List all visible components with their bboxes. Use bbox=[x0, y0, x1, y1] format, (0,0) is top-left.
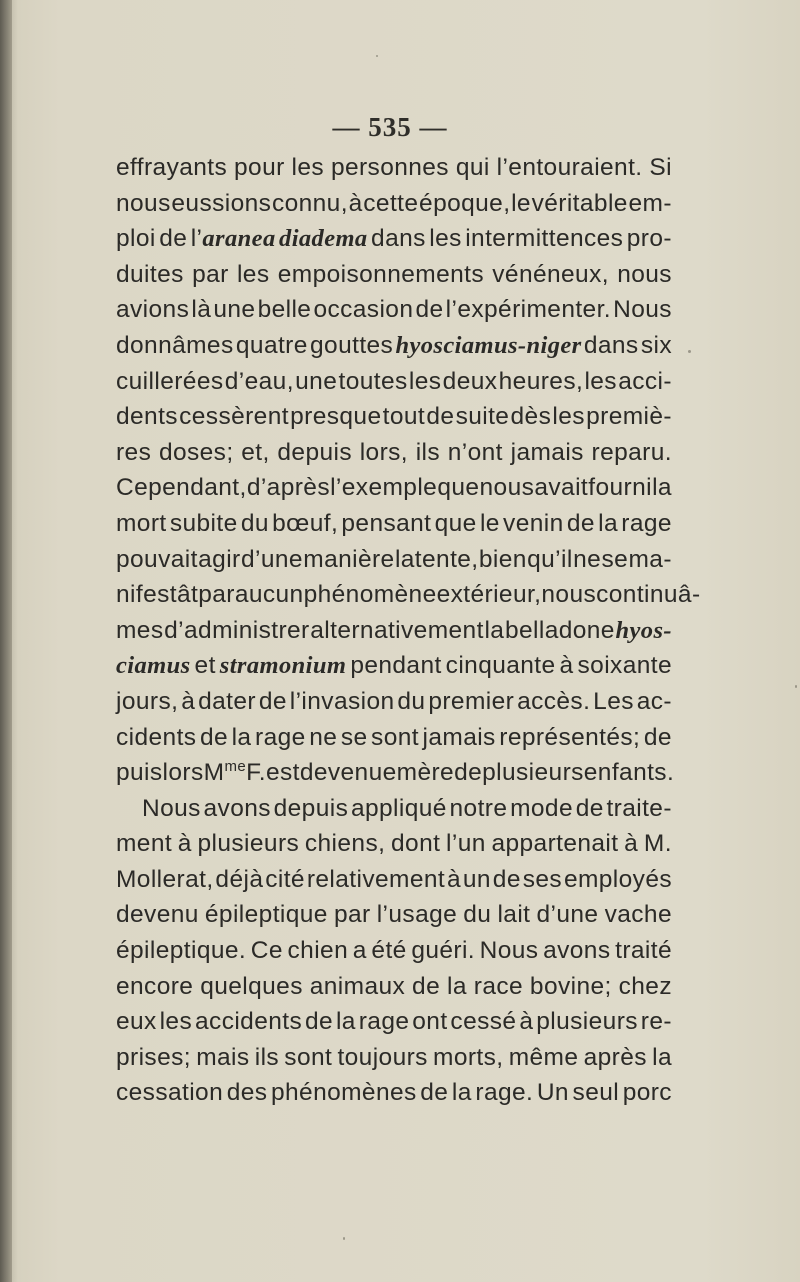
word: plusieurs bbox=[197, 830, 300, 858]
word: cessèrent bbox=[179, 403, 289, 431]
word: été bbox=[371, 937, 407, 965]
word: rage bbox=[358, 1008, 410, 1036]
word: à bbox=[559, 652, 574, 680]
word: déjà bbox=[215, 865, 264, 893]
word: de bbox=[454, 759, 483, 787]
word: jamais bbox=[510, 438, 584, 466]
word: du bbox=[397, 687, 426, 715]
word: a bbox=[352, 937, 367, 965]
word: diadema bbox=[279, 225, 368, 253]
word: cette bbox=[363, 189, 419, 217]
word: agir bbox=[198, 545, 241, 573]
word: vache bbox=[604, 901, 672, 929]
word: rage. bbox=[475, 1079, 534, 1107]
word: chiens, bbox=[304, 830, 386, 858]
text-line bbox=[116, 1004, 672, 1040]
word: Nous bbox=[613, 296, 672, 324]
word: cité bbox=[265, 865, 305, 893]
word: eussions bbox=[171, 189, 272, 217]
word: de bbox=[420, 1079, 449, 1107]
word: belladone bbox=[504, 616, 615, 644]
word: connu, bbox=[271, 189, 348, 217]
word: doses; bbox=[158, 438, 234, 466]
word: la bbox=[447, 972, 467, 1000]
word: bien bbox=[478, 545, 527, 573]
word: épileptique. bbox=[116, 937, 247, 965]
word: puis bbox=[116, 759, 163, 787]
word: extérieur, bbox=[436, 581, 542, 609]
word: mort bbox=[116, 509, 167, 537]
word: l’invasion bbox=[289, 687, 395, 715]
word: dans bbox=[371, 225, 426, 253]
word: les bbox=[236, 260, 270, 288]
text-line bbox=[116, 435, 672, 471]
word: les bbox=[429, 225, 462, 253]
word: nous bbox=[116, 189, 171, 217]
word: par bbox=[192, 260, 229, 288]
word: les bbox=[408, 367, 442, 395]
word: devenu bbox=[116, 901, 199, 929]
text-line bbox=[116, 470, 672, 506]
word: belle bbox=[257, 296, 312, 324]
word: gouttes bbox=[310, 331, 394, 359]
word: cessation bbox=[116, 1079, 224, 1107]
word: chien bbox=[287, 937, 349, 965]
word: traité bbox=[615, 937, 672, 965]
word: de bbox=[643, 723, 672, 751]
word: ne bbox=[309, 723, 338, 751]
word: par bbox=[333, 901, 371, 929]
text-line bbox=[116, 186, 672, 222]
word: l’entouraient. bbox=[496, 154, 643, 181]
word: lors bbox=[162, 759, 204, 787]
word: qui bbox=[455, 154, 490, 181]
word: appliqué bbox=[350, 794, 447, 822]
word: Ce bbox=[250, 937, 283, 965]
word: Mollerat, bbox=[116, 865, 214, 893]
word: à bbox=[446, 865, 461, 893]
word: sont bbox=[284, 1043, 333, 1071]
word: de bbox=[492, 865, 521, 893]
word: l’exemple bbox=[330, 474, 438, 502]
word: et, bbox=[241, 438, 270, 466]
text-line bbox=[116, 826, 672, 862]
word: à bbox=[624, 830, 639, 858]
word: pour bbox=[234, 154, 285, 181]
word: de bbox=[199, 723, 229, 751]
word: de bbox=[566, 509, 595, 537]
word: la bbox=[484, 616, 505, 644]
word: premiè- bbox=[586, 403, 672, 431]
text-line bbox=[116, 1040, 672, 1076]
word: guéri. bbox=[411, 937, 476, 965]
word: dans bbox=[583, 331, 639, 359]
word: continuâ- bbox=[596, 581, 701, 609]
word: l’expérimenter. bbox=[445, 296, 611, 324]
page-number: — 535 — bbox=[332, 112, 448, 142]
word: donnâmes bbox=[116, 331, 234, 359]
word: avions bbox=[116, 296, 190, 324]
paper-speck bbox=[343, 1237, 345, 1240]
text-line bbox=[116, 150, 672, 186]
word: une bbox=[295, 367, 338, 395]
word: pro- bbox=[626, 225, 672, 253]
word: depuis bbox=[273, 794, 349, 822]
word: nous bbox=[617, 260, 672, 288]
word: re- bbox=[640, 1008, 672, 1036]
word: cinquante bbox=[445, 652, 556, 680]
text-line bbox=[116, 328, 672, 364]
word: la bbox=[598, 509, 619, 537]
word: plusieurs bbox=[536, 1008, 638, 1036]
text-line bbox=[116, 933, 672, 969]
word: Si bbox=[649, 154, 672, 181]
word: latente, bbox=[394, 545, 479, 573]
word: Les bbox=[593, 687, 634, 715]
word: six bbox=[640, 331, 672, 359]
word: de bbox=[412, 972, 441, 1000]
text-line bbox=[116, 684, 672, 720]
word: toujours bbox=[337, 1043, 428, 1071]
text-line bbox=[116, 720, 672, 756]
word: à bbox=[519, 1008, 534, 1036]
word: pouvait bbox=[116, 545, 198, 573]
word: bœuf, bbox=[272, 509, 339, 537]
word: que bbox=[434, 509, 477, 537]
word: traite- bbox=[606, 794, 672, 822]
word: la bbox=[231, 723, 252, 751]
word: subite bbox=[169, 509, 238, 537]
word: après bbox=[583, 1043, 647, 1071]
word: le bbox=[511, 189, 531, 217]
text-line bbox=[116, 292, 672, 328]
word: de bbox=[415, 296, 444, 324]
word: de bbox=[305, 1008, 334, 1036]
text-line bbox=[116, 897, 672, 933]
word: rage bbox=[621, 509, 672, 537]
paper-speck bbox=[795, 685, 797, 688]
word: Un bbox=[536, 1079, 569, 1107]
word: F. bbox=[246, 759, 266, 787]
text-line bbox=[116, 862, 672, 898]
word: nous bbox=[479, 474, 535, 502]
word: Nous bbox=[142, 794, 201, 822]
word: la bbox=[335, 1008, 356, 1036]
text-line bbox=[116, 791, 672, 827]
word: prises; bbox=[116, 1043, 191, 1071]
word: mère bbox=[396, 759, 455, 787]
word: notre bbox=[449, 794, 508, 822]
word: ment bbox=[116, 830, 173, 858]
word: personnes bbox=[330, 154, 449, 181]
text-line bbox=[116, 364, 672, 400]
word: à bbox=[348, 189, 363, 217]
word: de bbox=[426, 403, 455, 431]
word: d’une bbox=[240, 545, 303, 573]
word: se bbox=[601, 545, 629, 573]
word: acci- bbox=[618, 367, 672, 395]
word: même bbox=[508, 1043, 579, 1071]
word: appartenait bbox=[491, 830, 619, 858]
word: heures, bbox=[498, 367, 584, 395]
text-line bbox=[116, 506, 672, 542]
word: sont bbox=[371, 723, 419, 751]
text-line bbox=[116, 221, 672, 257]
word: qu’il bbox=[527, 545, 573, 573]
body-text bbox=[116, 150, 701, 1111]
word: avons bbox=[543, 937, 611, 965]
word: aucun bbox=[234, 581, 304, 609]
word: l’aranea bbox=[190, 225, 276, 253]
word: les bbox=[159, 1008, 193, 1036]
word: enfants. bbox=[583, 759, 675, 787]
word: les bbox=[584, 367, 617, 395]
word: d’administrer bbox=[164, 616, 310, 644]
text-line bbox=[116, 755, 675, 791]
word: chez bbox=[618, 972, 672, 1000]
word: une bbox=[213, 296, 256, 324]
word: ac- bbox=[636, 687, 672, 715]
word: le bbox=[479, 509, 500, 537]
word: stramonium bbox=[219, 652, 347, 680]
word: d’une bbox=[536, 901, 599, 929]
word: phénomène bbox=[303, 581, 437, 609]
word: et bbox=[194, 652, 216, 680]
word: par bbox=[198, 581, 235, 609]
word: des bbox=[226, 1079, 268, 1107]
word: occasion bbox=[313, 296, 414, 324]
word: se bbox=[340, 723, 368, 751]
word: cidents bbox=[116, 723, 197, 751]
word: l’un bbox=[446, 830, 486, 858]
word: de bbox=[575, 794, 604, 822]
word: n’ont bbox=[447, 438, 503, 466]
word: les bbox=[291, 154, 325, 181]
word: morts, bbox=[433, 1043, 504, 1071]
word: véritable bbox=[531, 189, 628, 217]
word: porc bbox=[622, 1079, 672, 1107]
word: de bbox=[159, 225, 188, 253]
word: tout bbox=[382, 403, 426, 431]
word: d’eau, bbox=[224, 367, 294, 395]
word: quatre bbox=[235, 331, 308, 359]
text-line bbox=[116, 613, 672, 649]
word: les bbox=[552, 403, 585, 431]
word: dater bbox=[198, 687, 256, 715]
word: devenue bbox=[299, 759, 397, 787]
word: la bbox=[451, 1079, 472, 1107]
word: deux bbox=[442, 367, 498, 395]
word: ne bbox=[573, 545, 602, 573]
word: dents bbox=[116, 403, 178, 431]
word: l’usage bbox=[376, 901, 458, 929]
word: alternativement bbox=[310, 616, 484, 644]
word: épileptique bbox=[204, 901, 328, 929]
word: lors, bbox=[359, 438, 409, 466]
book-spine-shadow bbox=[0, 0, 12, 1282]
word: suite bbox=[455, 403, 510, 431]
word: est bbox=[265, 759, 300, 787]
word: là bbox=[191, 296, 212, 324]
word: effrayants bbox=[116, 154, 228, 181]
text-line bbox=[116, 1075, 672, 1111]
text-line bbox=[116, 577, 701, 613]
word: nous bbox=[541, 581, 597, 609]
word: d’après bbox=[246, 474, 330, 502]
word: relativement bbox=[306, 865, 446, 893]
word: manière bbox=[303, 545, 395, 573]
word: race bbox=[473, 972, 524, 1000]
word: seul bbox=[572, 1079, 620, 1107]
word: mes bbox=[116, 616, 164, 644]
word: un bbox=[462, 865, 491, 893]
word: Nous bbox=[479, 937, 539, 965]
text-line bbox=[116, 399, 672, 435]
word: jamais bbox=[422, 723, 496, 751]
word: nifestât bbox=[116, 581, 199, 609]
word: époque, bbox=[419, 189, 511, 217]
word: à bbox=[177, 830, 192, 858]
word: ma- bbox=[628, 545, 672, 573]
word: accès. bbox=[517, 687, 591, 715]
word: la bbox=[652, 474, 672, 502]
word: du bbox=[463, 901, 492, 929]
word: presque bbox=[290, 403, 382, 431]
word: jours, bbox=[116, 687, 179, 715]
word: pensant bbox=[341, 509, 432, 537]
word: pendant bbox=[350, 652, 442, 680]
word: employés bbox=[563, 865, 672, 893]
word: ciamus bbox=[116, 652, 191, 680]
word: ploi bbox=[116, 225, 156, 253]
word: phénomènes bbox=[271, 1079, 417, 1107]
word: duites bbox=[116, 260, 184, 288]
word: empoisonnements bbox=[277, 260, 484, 288]
word: soixante bbox=[577, 652, 672, 680]
word: lait bbox=[497, 901, 531, 929]
word: accidents bbox=[195, 1008, 303, 1036]
word: hyosciamus-niger bbox=[395, 331, 582, 359]
word: plusieurs bbox=[482, 759, 584, 787]
word: $M^{me}$ bbox=[203, 758, 247, 787]
word: ses bbox=[522, 865, 563, 893]
word: avait bbox=[534, 474, 589, 502]
paper-speck bbox=[376, 55, 378, 57]
word: avons bbox=[203, 794, 271, 822]
word: venin bbox=[503, 509, 564, 537]
word: hyos- bbox=[615, 616, 672, 644]
word: bovine; bbox=[529, 972, 612, 1000]
word: mais bbox=[196, 1043, 250, 1071]
word: Cependant, bbox=[116, 474, 247, 502]
word: fourni bbox=[588, 474, 652, 502]
word: animaux bbox=[309, 972, 406, 1000]
word: res bbox=[116, 438, 152, 466]
word: vénéneux, bbox=[492, 260, 609, 288]
paper-speck bbox=[688, 350, 691, 353]
word: premier bbox=[428, 687, 515, 715]
text-line bbox=[116, 648, 672, 684]
word: mode bbox=[510, 794, 573, 822]
word: dont bbox=[391, 830, 441, 858]
word: du bbox=[240, 509, 269, 537]
word: em- bbox=[628, 189, 672, 217]
word: dès bbox=[510, 403, 552, 431]
word: depuis bbox=[277, 438, 353, 466]
word: intermittences bbox=[465, 225, 624, 253]
text-line bbox=[116, 969, 672, 1005]
word: M. bbox=[643, 830, 672, 858]
word: rage bbox=[255, 723, 306, 751]
word: cuillerées bbox=[116, 367, 224, 395]
word: à bbox=[181, 687, 196, 715]
word: représentés; bbox=[499, 723, 641, 751]
text-line bbox=[116, 257, 672, 293]
word: ils bbox=[254, 1043, 280, 1071]
word: eux bbox=[116, 1008, 157, 1036]
word: ils bbox=[415, 438, 441, 466]
word: reparu. bbox=[591, 438, 672, 466]
word: de bbox=[258, 687, 287, 715]
word: quelques bbox=[200, 972, 303, 1000]
word: encore bbox=[116, 972, 194, 1000]
word: la bbox=[652, 1043, 672, 1071]
word: que bbox=[437, 474, 480, 502]
word: toutes bbox=[338, 367, 408, 395]
text-line bbox=[116, 542, 672, 578]
word: ont bbox=[412, 1008, 448, 1036]
word: cessé bbox=[450, 1008, 517, 1036]
